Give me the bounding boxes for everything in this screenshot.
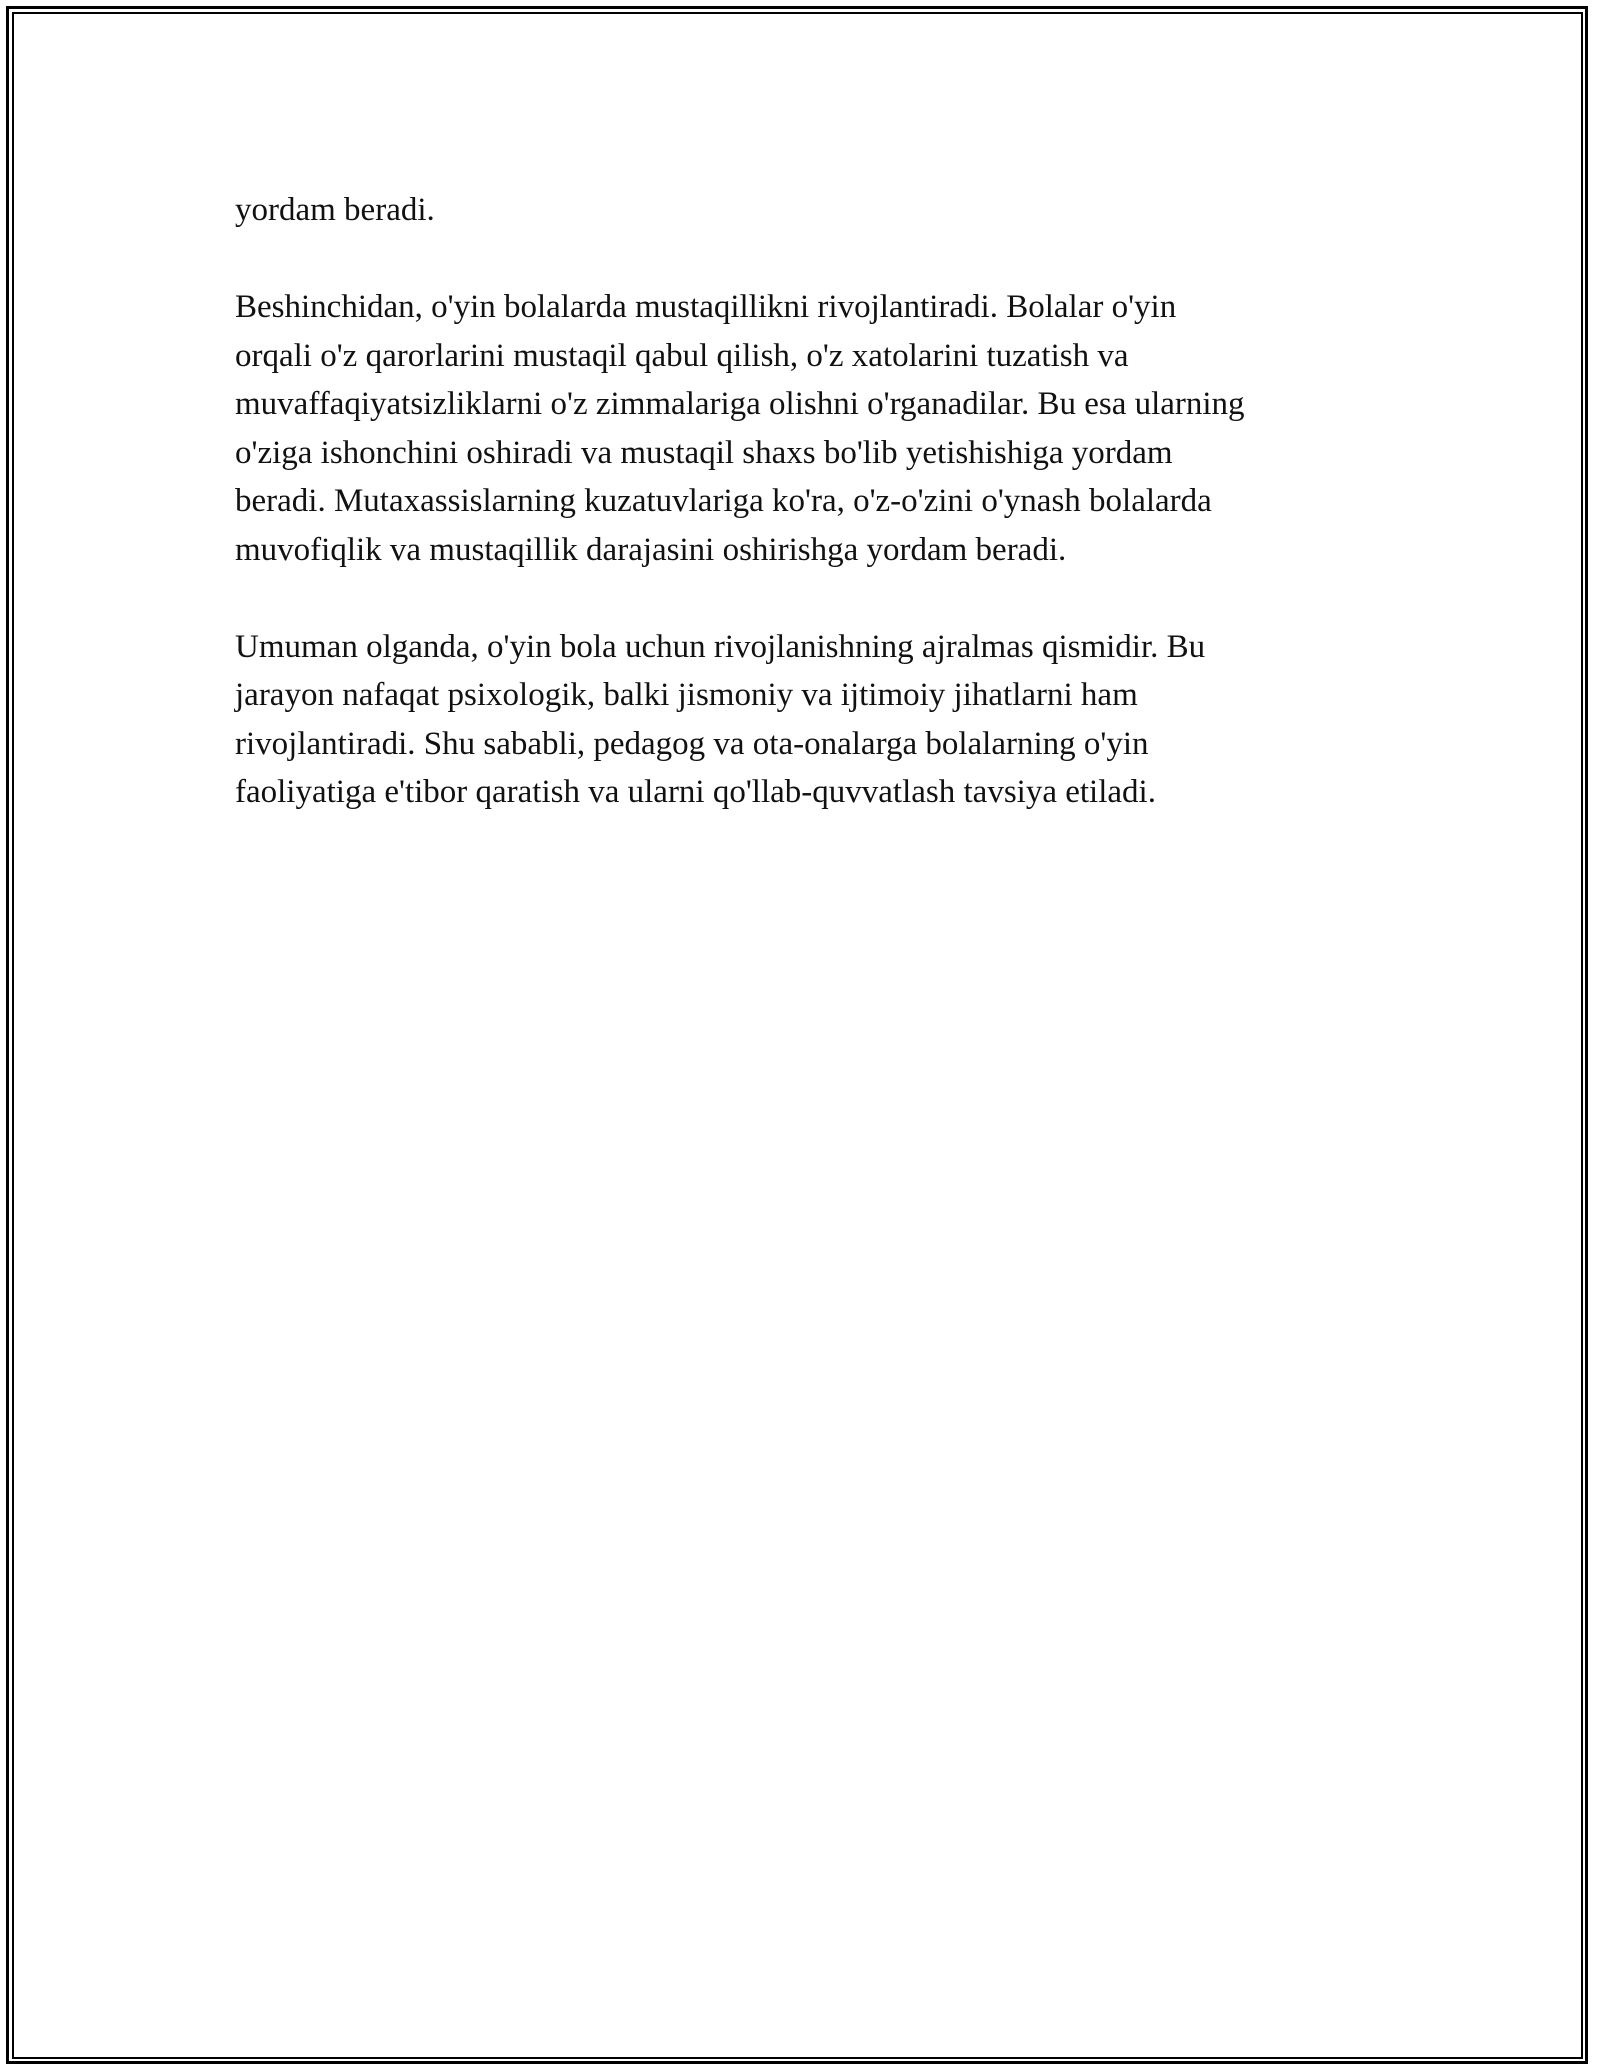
text-line: muvofiqlik va mustaqillik darajasini oshirishga yordam beradi.	[235, 531, 1067, 568]
text-line: beradi. Mutaxassislarning kuzatuvlariga ko'ra, o'z-o'zini o'ynash bolalarda	[235, 483, 1212, 519]
text-line: rivojlantiradi. Shu sababli, pedagog va ota-onalarga bolalarning o'yin	[235, 725, 1149, 762]
document-body	[235, 186, 1385, 817]
text-line: yordam beradi.	[235, 192, 435, 228]
text-line: jarayon nafaqat psixologik, balki jismoniy va ijtimoiy jihatlarni ham	[235, 677, 1138, 713]
text-line: Umuman olganda, o'yin bola uchun rivojlanishning ajralmas qismidir. Bu	[235, 628, 1206, 665]
text-line: orqali o'z qarorlarini mustaqil qabul qilish, o'z xatolarini tuzatish va	[235, 337, 1129, 374]
paragraph-gap	[235, 574, 1385, 623]
text-line: Beshinchidan, o'yin bolalarda mustaqillikni rivojlantiradi. Bolalar o'yin	[235, 289, 1177, 325]
text-line: o'ziga ishonchini oshiradi va mustaqil shaxs bo'lib yetishishiga yordam	[235, 434, 1173, 471]
text-line: faoliyatiga e'tibor qaratish va ularni qo'llab-quvvatlash tavsiya etiladi.	[235, 774, 1156, 810]
paragraph-gap	[235, 235, 1385, 284]
paragraph-conclusion	[235, 623, 1385, 817]
paragraph-continuation	[235, 186, 1385, 235]
paragraph-fifthly	[235, 283, 1385, 574]
text-line: muvaffaqiyatsizliklarni o'z zimmalariga olishni o'rganadilar. Bu esa ularning	[235, 386, 1245, 422]
